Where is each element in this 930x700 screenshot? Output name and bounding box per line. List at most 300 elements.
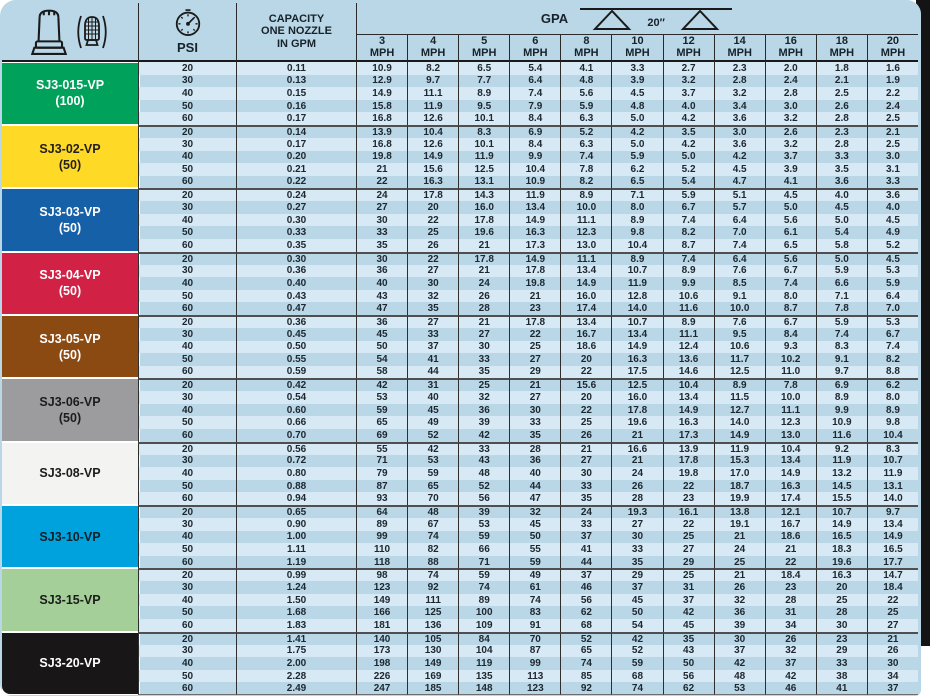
gpa-cell: 93	[356, 492, 407, 505]
gpa-cell: 13.0	[765, 429, 816, 442]
gpa-cell: 13.8	[714, 505, 765, 518]
gpm-cell: 1.83	[236, 619, 356, 632]
gpa-cell: 27	[509, 391, 560, 404]
gpa-cell: 12.3	[765, 416, 816, 429]
psi-cell: 40	[138, 594, 236, 607]
gpa-cell: 5.9	[663, 188, 714, 201]
gpa-cell: 35	[356, 239, 407, 252]
psi-cell: 20	[138, 632, 236, 645]
gpa-cell: 10.4	[867, 429, 918, 442]
gpa-cell: 149	[356, 594, 407, 607]
gpa-cell: 12.9	[356, 75, 407, 88]
gpa-cell: 48	[714, 670, 765, 683]
gpa-cell: 37	[867, 682, 918, 695]
psi-cell: 20	[138, 62, 236, 75]
gpa-cell: 17.8	[458, 214, 509, 227]
gpa-cell: 22	[407, 252, 458, 265]
psi-cell: 40	[138, 87, 236, 100]
gpa-cell: 10.9	[356, 62, 407, 75]
gpa-cell: 4.0	[867, 201, 918, 214]
gpa-cell: 24	[560, 505, 611, 518]
gpa-cell: 8.5	[714, 277, 765, 290]
gpa-cell: 13.4	[663, 391, 714, 404]
gpa-cell: 11.9	[407, 100, 458, 113]
gpa-cell: 8.0	[867, 391, 918, 404]
gpa-cell: 74	[407, 531, 458, 544]
gpa-cell: 4.5	[714, 163, 765, 176]
psi-cell: 60	[138, 682, 236, 695]
psi-cell: 30	[138, 581, 236, 594]
gpa-cell: 10.9	[816, 416, 867, 429]
gpa-cell: 41	[560, 543, 611, 556]
gpm-cell: 0.65	[236, 505, 356, 518]
gpm-cell: 1.75	[236, 645, 356, 658]
gpa-cell: 25	[458, 378, 509, 391]
gpa-cell: 30	[714, 632, 765, 645]
gpa-cell: 45	[407, 404, 458, 417]
gpa-cell: 70	[509, 632, 560, 645]
gpa-cell: 9.9	[509, 151, 560, 164]
gpa-cell: 2.4	[765, 75, 816, 88]
gpa-cell: 226	[356, 670, 407, 683]
gpa-cell: 5.6	[765, 252, 816, 265]
gpa-cell: 92	[407, 581, 458, 594]
gpa-cell: 36	[714, 606, 765, 619]
gpa-cell: 24	[356, 188, 407, 201]
gpa-cell: 12.5	[714, 366, 765, 379]
gpa-cell: 20	[816, 581, 867, 594]
gpa-cell: 26	[611, 480, 662, 493]
gpa-cell: 31	[765, 606, 816, 619]
gpa-cell: 2.5	[867, 112, 918, 125]
gpa-cell: 36	[356, 315, 407, 328]
gpa-cell: 8.2	[407, 62, 458, 75]
nozzle-label-sj3-05-vp: SJ3-05-VP (50)	[2, 316, 138, 377]
gpa-cell: 9.9	[816, 404, 867, 417]
spray-pattern-icon	[578, 6, 734, 32]
gpa-cell: 3.3	[611, 62, 662, 75]
gpa-cell: 40	[407, 391, 458, 404]
gpa-cell: 7.8	[816, 302, 867, 315]
gpa-cell: 12.1	[765, 505, 816, 518]
gpm-cell: 0.47	[236, 302, 356, 315]
gpa-cell: 10.7	[816, 505, 867, 518]
gpa-cell: 14.9	[663, 404, 714, 417]
gpa-cell: 85	[560, 670, 611, 683]
gpa-cell: 17.8	[611, 404, 662, 417]
gpa-cell: 6.7	[663, 201, 714, 214]
gpa-cell: 40	[509, 467, 560, 480]
gpa-cell: 123	[356, 581, 407, 594]
gpm-cell: 0.99	[236, 568, 356, 581]
psi-cell: 50	[138, 100, 236, 113]
gpa-cell: 59	[458, 531, 509, 544]
gpa-cell: 3.9	[611, 75, 662, 88]
gpa-cell: 5.4	[509, 62, 560, 75]
gpa-cell: 22	[407, 214, 458, 227]
gpa-cell: 2.8	[765, 87, 816, 100]
gpa-cell: 4.2	[663, 112, 714, 125]
gpa-cell: 26	[560, 429, 611, 442]
gpa-cell: 54	[611, 619, 662, 632]
gpa-cell: 2.5	[816, 87, 867, 100]
gpa-cell: 9.7	[867, 505, 918, 518]
nozzle-label-sj3-15-vp: SJ3-15-VP	[2, 569, 138, 630]
gpm-cell: 0.30	[236, 214, 356, 227]
gpa-cell: 48	[458, 467, 509, 480]
gpa-cell: 16.5	[816, 531, 867, 544]
gpa-cell: 37	[765, 657, 816, 670]
speed-column-header: 18 MPH	[816, 35, 867, 62]
gpa-cell: 30	[356, 252, 407, 265]
gpa-cell: 42	[356, 378, 407, 391]
gpm-cell: 2.49	[236, 682, 356, 695]
gpa-cell: 13.0	[560, 239, 611, 252]
gpa-cell: 7.4	[663, 252, 714, 265]
gpa-cell: 11.9	[458, 151, 509, 164]
gpa-cell: 140	[356, 632, 407, 645]
gpm-cell: 1.19	[236, 556, 356, 569]
psi-cell: 60	[138, 492, 236, 505]
gpa-cell: 14.6	[663, 366, 714, 379]
gpa-cell: 39	[458, 505, 509, 518]
gpa-cell: 84	[458, 632, 509, 645]
gpm-cell: 0.54	[236, 391, 356, 404]
gpa-cell: 16.3	[407, 176, 458, 189]
gpa-cell: 2.7	[663, 62, 714, 75]
gpa-cell: 8.9	[867, 404, 918, 417]
gpa-cell: 18.4	[765, 568, 816, 581]
gpa-cell: 13.1	[867, 480, 918, 493]
gpa-cell: 2.4	[867, 100, 918, 113]
gpa-cell: 3.3	[816, 151, 867, 164]
nozzle-label-sj3-02-vp: SJ3-02-VP (50)	[2, 126, 138, 187]
gpa-cell: 7.0	[714, 226, 765, 239]
gpa-cell: 25	[509, 341, 560, 354]
gpa-cell: 33	[407, 328, 458, 341]
gpm-cell: 0.66	[236, 416, 356, 429]
gpa-cell: 8.3	[867, 442, 918, 455]
gpa-cell: 14.9	[560, 277, 611, 290]
gpa-cell: 14.0	[714, 416, 765, 429]
gpa-cell: 10.4	[509, 163, 560, 176]
gpa-cell: 7.4	[714, 239, 765, 252]
gpa-cell: 8.2	[560, 176, 611, 189]
gpa-cell: 13.6	[663, 353, 714, 366]
gpa-cell: 16.3	[816, 568, 867, 581]
gpa-cell: 7.8	[765, 378, 816, 391]
gpa-cell: 45	[663, 619, 714, 632]
gpm-cell: 1.41	[236, 632, 356, 645]
gpa-cell: 14.0	[867, 492, 918, 505]
gpa-cell: 74	[560, 657, 611, 670]
gpa-cell: 23	[816, 632, 867, 645]
gpa-cell: 5.0	[816, 214, 867, 227]
gpm-cell: 0.50	[236, 341, 356, 354]
gpa-cell: 13.2	[816, 467, 867, 480]
gpa-cell: 148	[458, 682, 509, 695]
gpa-cell: 44	[560, 556, 611, 569]
capacity-line-3: IN GPM	[276, 37, 317, 50]
gpa-cell: 8.2	[867, 353, 918, 366]
gpa-cell: 79	[356, 467, 407, 480]
psi-cell: 60	[138, 429, 236, 442]
gpa-cell: 27	[611, 518, 662, 531]
gpa-cell: 22	[867, 594, 918, 607]
gpa-cell: 19.8	[509, 277, 560, 290]
gpa-cell: 1.9	[867, 75, 918, 88]
gpa-cell: 13.4	[867, 518, 918, 531]
gpa-cell: 12.3	[560, 226, 611, 239]
gpa-cell: 15.8	[356, 100, 407, 113]
psi-cell: 50	[138, 290, 236, 303]
gpa-cell: 39	[714, 619, 765, 632]
gpa-cell: 5.1	[714, 188, 765, 201]
gpa-cell: 13.4	[611, 328, 662, 341]
gpa-cell: 25	[560, 416, 611, 429]
gpa-cell: 30	[458, 341, 509, 354]
gpa-cell: 9.8	[611, 226, 662, 239]
gpa-cell: 4.9	[867, 226, 918, 239]
gpm-cell: 1.24	[236, 581, 356, 594]
gpa-cell: 6.5	[458, 62, 509, 75]
speed-column-header: 3 MPH	[356, 35, 407, 62]
gpa-cell: 13.4	[509, 201, 560, 214]
gpa-cell: 198	[356, 657, 407, 670]
gpa-cell: 12.6	[407, 112, 458, 125]
gpa-cell: 8.9	[714, 378, 765, 391]
gpa-cell: 169	[407, 670, 458, 683]
gpa-cell: 17.4	[560, 302, 611, 315]
speed-column-header: 6 MPH	[509, 35, 560, 62]
gpa-cell: 10.0	[765, 391, 816, 404]
gpm-cell: 0.56	[236, 442, 356, 455]
gpa-cell: 21	[714, 568, 765, 581]
nozzle-label-sj3-04-vp: SJ3-04-VP (50)	[2, 253, 138, 314]
gpa-cell: 74	[458, 581, 509, 594]
psi-cell: 30	[138, 138, 236, 151]
gpa-cell: 3.6	[867, 188, 918, 201]
gpa-cell: 5.9	[816, 265, 867, 278]
gpa-cell: 47	[509, 492, 560, 505]
gpa-cell: 28	[509, 442, 560, 455]
psi-cell: 30	[138, 391, 236, 404]
gpa-cell: 30	[560, 467, 611, 480]
gpa-cell: 3.2	[765, 138, 816, 151]
speed-column-header: 5 MPH	[458, 35, 509, 62]
gpa-cell: 36	[509, 455, 560, 468]
gpm-cell: 0.15	[236, 87, 356, 100]
gpm-cell: 0.59	[236, 366, 356, 379]
gpa-cell: 10.1	[458, 138, 509, 151]
gpa-cell: 6.3	[560, 138, 611, 151]
gpa-cell: 17.8	[407, 188, 458, 201]
gpa-cell: 6.4	[714, 252, 765, 265]
gpa-cell: 9.5	[714, 328, 765, 341]
gpa-cell: 53	[458, 518, 509, 531]
gpa-cell: 5.0	[611, 138, 662, 151]
gpa-cell: 15.6	[560, 378, 611, 391]
gpm-cell: 0.88	[236, 480, 356, 493]
gpa-cell: 25	[663, 568, 714, 581]
gpa-cell: 8.3	[816, 341, 867, 354]
gpa-cell: 4.8	[560, 75, 611, 88]
gpa-cell: 50	[663, 657, 714, 670]
psi-cell: 60	[138, 176, 236, 189]
gpa-cell: 10.4	[407, 125, 458, 138]
gpa-cell: 21	[765, 543, 816, 556]
gpa-cell: 32	[458, 391, 509, 404]
gpa-cell: 74	[611, 682, 662, 695]
gpa-cell: 37	[611, 581, 662, 594]
gpa-cell: 5.0	[765, 201, 816, 214]
nozzle-label-sj3-015-vp: SJ3-015-VP (100)	[2, 63, 138, 124]
gpa-cell: 20	[560, 353, 611, 366]
gpa-cell: 19.3	[611, 505, 662, 518]
capacity-column-header	[236, 3, 356, 62]
gpa-cell: 7.0	[867, 302, 918, 315]
gpa-cell: 52	[407, 429, 458, 442]
gpa-cell: 12.6	[407, 138, 458, 151]
gpa-cell: 37	[663, 594, 714, 607]
gpa-cell: 19.6	[816, 556, 867, 569]
gpa-cell: 25	[407, 226, 458, 239]
gpm-cell: 0.21	[236, 163, 356, 176]
gpa-cell: 18.7	[714, 480, 765, 493]
gpa-cell: 30	[816, 619, 867, 632]
gpa-cell: 5.9	[611, 151, 662, 164]
gpa-cell: 3.2	[663, 75, 714, 88]
gpa-cell: 4.1	[765, 176, 816, 189]
gpm-cell: 0.43	[236, 290, 356, 303]
gpa-cell: 4.5	[816, 201, 867, 214]
gpa-cell: 56	[663, 670, 714, 683]
gpa-cell: 21	[560, 442, 611, 455]
gpa-cell: 7.4	[663, 214, 714, 227]
gpa-cell: 10.4	[611, 239, 662, 252]
gpa-cell: 65	[560, 645, 611, 658]
gpa-cell: 5.9	[816, 315, 867, 328]
gpa-cell: 35	[663, 632, 714, 645]
gpa-cell: 22	[560, 366, 611, 379]
gpa-cell: 7.1	[816, 290, 867, 303]
gpa-cell: 31	[663, 581, 714, 594]
psi-cell: 40	[138, 657, 236, 670]
psi-cell: 60	[138, 112, 236, 125]
gpm-cell: 0.35	[236, 239, 356, 252]
gpa-cell: 4.2	[611, 125, 662, 138]
gpa-cell: 25	[816, 594, 867, 607]
gpa-cell: 25	[663, 531, 714, 544]
gpa-cell: 87	[356, 480, 407, 493]
gpa-cell: 16.3	[663, 416, 714, 429]
gpa-cell: 5.0	[663, 151, 714, 164]
gpa-cell: 26	[407, 239, 458, 252]
gpa-cell: 21	[458, 239, 509, 252]
psi-cell: 50	[138, 163, 236, 176]
gpa-cell: 5.3	[867, 315, 918, 328]
gpa-cell: 105	[407, 632, 458, 645]
gpa-cell: 25	[867, 606, 918, 619]
gpa-cell: 32	[407, 290, 458, 303]
gpa-cell: 181	[356, 619, 407, 632]
gpa-cell: 6.2	[867, 378, 918, 391]
gpm-cell: 0.20	[236, 151, 356, 164]
gpa-cell: 43	[356, 290, 407, 303]
gpa-cell: 13.4	[560, 265, 611, 278]
gpm-cell: 0.94	[236, 492, 356, 505]
gpa-cell: 49	[509, 568, 560, 581]
gpa-cell: 18.6	[765, 531, 816, 544]
gpa-cell: 6.5	[765, 239, 816, 252]
gpa-cell: 41	[407, 353, 458, 366]
gpa-cell: 33	[458, 442, 509, 455]
gpa-cell: 8.9	[560, 188, 611, 201]
gpa-cell: 48	[407, 505, 458, 518]
gpa-cell: 52	[458, 480, 509, 493]
psi-cell: 30	[138, 75, 236, 88]
gpa-cell: 16.0	[611, 391, 662, 404]
gpa-cell: 42	[765, 670, 816, 683]
gpa-cell: 11.1	[407, 87, 458, 100]
gpa-cell: 29	[816, 645, 867, 658]
gpa-cell: 37	[407, 341, 458, 354]
speed-column-header: 20 MPH	[867, 35, 918, 62]
gpa-cell: 5.3	[867, 265, 918, 278]
gpa-cell: 11.5	[714, 391, 765, 404]
gpa-cell: 22	[509, 328, 560, 341]
gpa-cell: 22	[560, 404, 611, 417]
gpa-cell: 16.8	[356, 138, 407, 151]
gpa-cell: 8.8	[867, 366, 918, 379]
gpa-cell: 49	[407, 416, 458, 429]
gpm-cell: 0.40	[236, 277, 356, 290]
gpa-cell: 21	[611, 429, 662, 442]
gpa-cell: 13.9	[356, 125, 407, 138]
gpa-cell: 130	[407, 645, 458, 658]
gpa-cell: 35	[560, 492, 611, 505]
gpa-cell: 16.3	[765, 480, 816, 493]
gpa-label: GPA	[540, 11, 569, 26]
psi-cell: 60	[138, 239, 236, 252]
gpa-cell: 15.6	[407, 163, 458, 176]
gpa-cell: 4.0	[816, 188, 867, 201]
gpa-cell: 61	[509, 581, 560, 594]
capacity-line-1: CAPACITY	[268, 12, 325, 25]
gpa-cell: 14.9	[509, 214, 560, 227]
gpa-cell: 10.7	[611, 315, 662, 328]
gpa-cell: 47	[356, 302, 407, 315]
gpm-cell: 0.90	[236, 518, 356, 531]
gpa-cell: 8.4	[509, 138, 560, 151]
gpa-cell: 20	[560, 391, 611, 404]
gpa-cell: 6.9	[816, 378, 867, 391]
gpa-cell: 13.4	[560, 315, 611, 328]
gpa-cell: 19.8	[356, 151, 407, 164]
gpa-cell: 74	[407, 568, 458, 581]
psi-cell: 30	[138, 265, 236, 278]
gpa-cell: 4.5	[765, 188, 816, 201]
psi-cell: 50	[138, 416, 236, 429]
gpa-cell: 15.3	[714, 455, 765, 468]
gpa-cell: 2.0	[765, 62, 816, 75]
speed-column-header: 16 MPH	[765, 35, 816, 62]
nozzle-label-sj3-20-vp: SJ3-20-VP	[2, 633, 138, 694]
gpa-cell: 35	[509, 429, 560, 442]
speed-column-header: 12 MPH	[663, 35, 714, 62]
gpa-cell: 135	[458, 670, 509, 683]
gpa-cell: 7.4	[867, 341, 918, 354]
